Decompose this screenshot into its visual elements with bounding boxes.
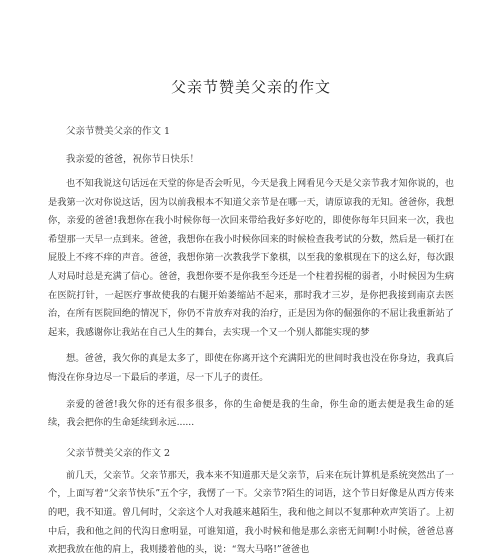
- section-heading-2: 父亲节赞美父亲的作文 2: [66, 447, 171, 459]
- page-title: 父亲节赞美父亲的作文: [170, 78, 331, 96]
- paragraph: 想。爸爸，我欠你的真是太多了，即使在你离开这个充满阳光的世间时我也没在你身边，我真后悔没在你身边尽一下最后的孝道，尽一下儿子的责任。: [48, 353, 454, 383]
- paragraph: 也不知我说这句话远在天堂的你是否会听见，今天是我上网看见今天是父亲节我才知你说的，也是我第一次对你说这话，因为以前我根本不知道父亲节是在哪一天，请原谅我的无知。爸爸你，我想你，亲爱的爸爸!我想你在我小时候你每一次回来带给我好多好吃的，即使你每年只回来一次，我也希望那一天早一点到来。爸爸，我想你在我小时候你回来的时候检查我考试的分数，然后是一顿打在屁股上不疼不痒的声音。爸爸，我想你第一次教我学下象棋，以至我的象棋现在下的这么好，每次跟人对局时总是充满了信心。爸爸，我想你要不是你我至今还是一个柱着拐棍的弱者，小时候因为生病在医院打针，一起医疗事故使我的右腿开始萎缩站不起来，那时我才三岁，是你把我接到南京去医治，在所有医院回绝的情况下，你仍不肯放弃对我的治疗，正是因为你的倔强你的不屈让我重新站了起来，我感谢你让我站在自己人生的舞台，去实现一个又一个别人都能实现的梦: [48, 178, 454, 338]
- paragraph: 前几天，父亲节。父亲节那天，我本来不知道那天是父亲节，后来在玩计算机是系统突然出了一个，上面写着“父亲节快乐”五个字，我愣了一下。父亲节?陌生的词语，这个节日好像是从西方传来的吧，我不知道。曾几何时，父亲这个人对我越来越陌生，我和他之间以不复那种欢声笑语了。上初中后，我和他之间的代沟日愈明显，可谁知道，我小时候和他是那么亲密无间啊!小时候，爸爸总喜欢把我放在他的肩上，我则搂着他的头，说：“驾大马咯!”爸爸也: [48, 469, 454, 556]
- section-heading-1: 父亲节赞美父亲的作文 1: [66, 126, 171, 137]
- salutation: 我亲爱的爸爸，祝你节日快乐！: [66, 154, 200, 165]
- paragraph: 亲爱的爸爸!我欠你的还有很多很多，你的生命便是我的生命，你生命的逝去便是我生命的延续，我会把你的生命延续到永远......: [48, 398, 454, 429]
